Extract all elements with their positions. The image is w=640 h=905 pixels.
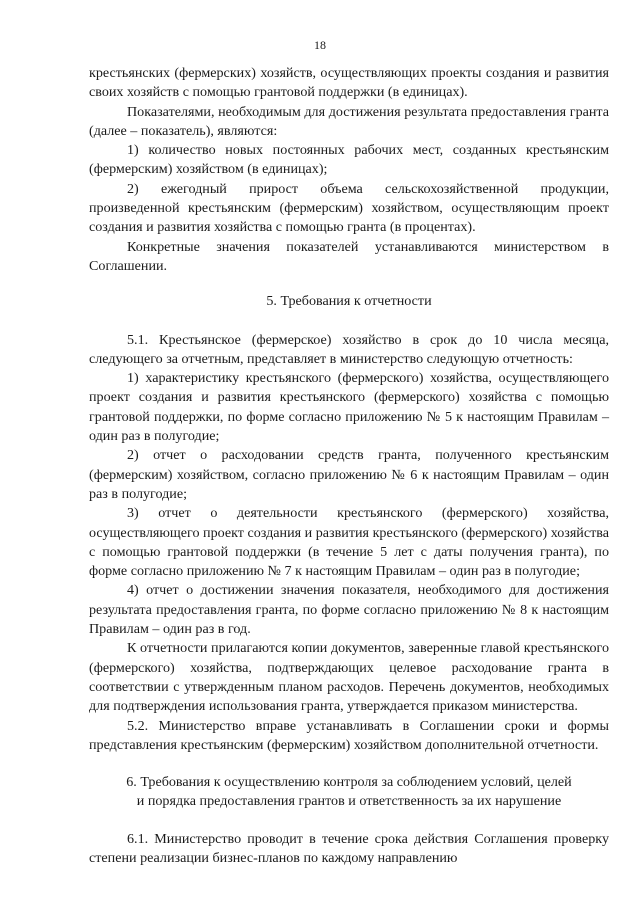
report-item-4: 4) отчет о достижении значения показателя, необходимого для достижения результата предоставления гранта, по форме согласно приложению № 8 к настоящим Правилам – один раз в год. [89, 582, 609, 638]
indicator-1: 1) количество новых постоянных рабочих мест, созданных крестьянским (фермерским) хозяйством (в единицах); [89, 142, 609, 178]
report-item-2: 2) отчет о расходовании средств гранта, полученного крестьянским (фермерским) хозяйством, согласно приложению № 6 к настоящим Правилам – один раз в полугодие; [89, 447, 609, 502]
page-number: 18 [314, 38, 326, 52]
paragraph-indicators-intro: Показателями, необходимым для достижения результата предоставления гранта (далее – показатель), являются: [89, 103, 609, 139]
section-5-heading: 5. Требования к отчетности [266, 293, 432, 310]
paragraph-5-1: 5.1. Крестьянское (фермерское) хозяйство в срок до 10 числа месяца, следующего за отчетным, представляет в министерство следующую отчетность: [89, 331, 609, 367]
paragraph-6-1: 6.1. Министерство проводит в течение срока действия Соглашения проверку степени реализации бизнес-планов по каждому направлению [89, 830, 609, 866]
indicator-2: 2) ежегодный прирост объема сельскохозяйственной продукции, произведенной крестьянским (фермерским) хозяйством, осуществляющим проект создания и развития хозяйства с помощью гранта (в процентах). [89, 180, 609, 236]
report-item-1: 1) характеристику крестьянского (фермерского) хозяйства, осуществляющего проект создания и развития крестьянского (фермерского) хозяйства с помощью грантовой поддержки, по форме согласно приложению № 5 к настоящим Правилам – один раз в полугодие; [89, 370, 609, 445]
section-6-heading-line-1: 6. Требования к осуществлению контроля за соблюдением условий, целей [126, 774, 572, 791]
paragraph-specific-values: Конкретные значения показателей устанавливаются министерством в Соглашении. [89, 238, 609, 274]
report-item-3: 3) отчет о деятельности крестьянского (фермерского) хозяйства, осуществляющего проект создания и развития крестьянского (фермерского) хозяйства с помощью грантовой поддержки (в течение 5 лет с даты получения гранта), по форме согласно приложению № 7 к настоящим Правилам – один раз в полугодие; [89, 505, 609, 580]
paragraph-5-2: 5.2. Министерство вправе устанавливать в Соглашении сроки и формы представления крестьянским (фермерским) хозяйством дополнительной отчетности. [89, 717, 609, 753]
paragraph-attachments: К отчетности прилагаются копии документов, заверенные главой крестьянского (фермерского) хозяйства, подтверждающих целевое расходование гранта в соответствии с утвержденным планом расходов. Перечень документов, необходимых для подтверждения использования гранта, утверждается приказом министерства. [89, 640, 609, 715]
paragraph-continuation: крестьянских (фермерских) хозяйств, осуществляющих проекты создания и развития своих хозяйств с помощью грантовой поддержки (в единицах). [89, 65, 609, 101]
section-6-heading-line-2: и порядка предоставления грантов и ответственность за их нарушение [136, 793, 562, 810]
document-body [89, 64, 609, 868]
